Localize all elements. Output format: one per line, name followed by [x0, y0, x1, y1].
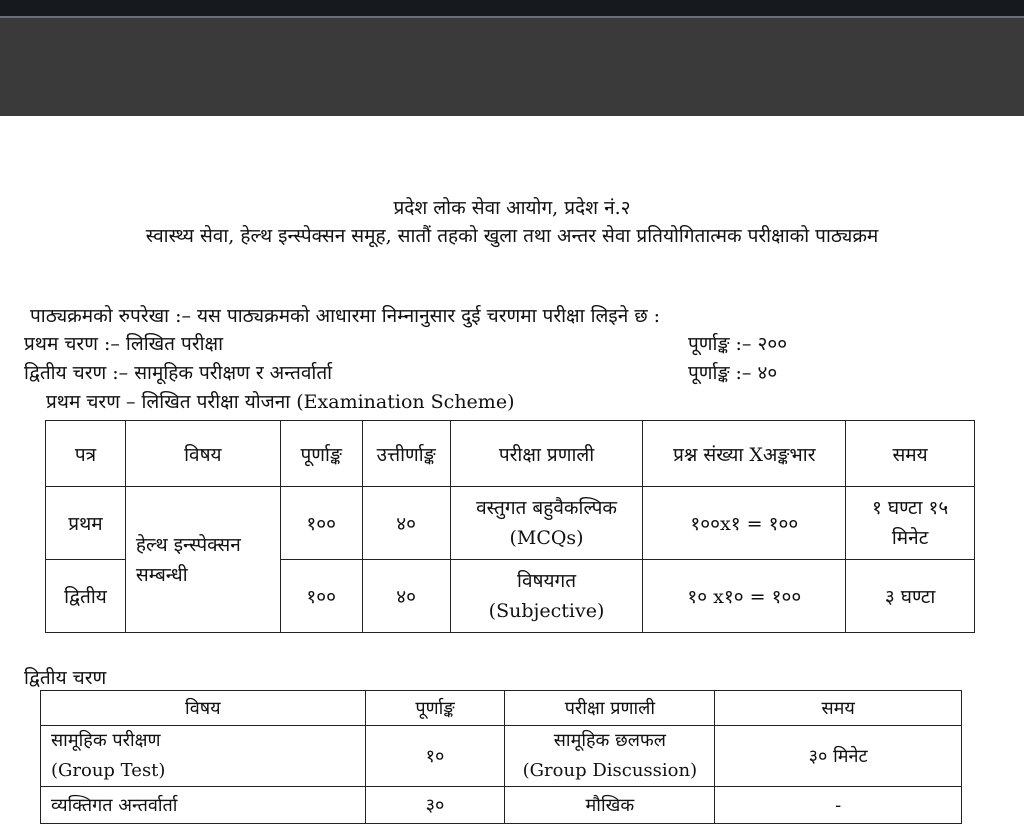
scheme-title: प्रथम चरण – लिखित परीक्षा योजना (Examination Scheme) [46, 391, 515, 413]
time-line: मिनेट [891, 527, 929, 549]
cell-time: - [715, 787, 962, 824]
header-exam-method: परीक्षा प्रणाली [450, 421, 643, 487]
method-line: (MCQs) [509, 527, 584, 549]
cell-full-marks: ३० [365, 787, 505, 824]
table-row [41, 787, 962, 824]
header-subject: विषय [125, 421, 280, 487]
subject-line: सम्बन्धी [135, 563, 188, 586]
header-paper: पत्र [46, 421, 126, 487]
stage1-marks: पूर्णाङ्क :– २०० [688, 333, 788, 355]
header-time: समय [846, 421, 975, 487]
top-bar [0, 0, 1024, 16]
document-page [0, 116, 1024, 832]
header-time: समय [715, 691, 962, 726]
cell-question-weight: १००x१ = १०० [643, 487, 846, 560]
method-line: (Group Discussion) [522, 760, 698, 781]
cell-paper: द्वितीय [46, 560, 126, 633]
cell-full-marks: १०० [280, 487, 362, 560]
cell-paper: प्रथम [46, 487, 126, 560]
table-row [46, 487, 975, 560]
header-subject: विषय [41, 691, 366, 726]
method-line: वस्तुगत बहुवैकल्पिक [476, 497, 617, 519]
exam-scheme-table [45, 420, 975, 633]
method-line: (Subjective) [488, 600, 605, 622]
cell-time: ३ घण्टा [846, 560, 975, 633]
stage2-label: द्वितीय चरण :– सामूहिक परीक्षण र अन्तर्वार्ता [24, 362, 333, 384]
subject-line: सामूहिक परीक्षण [51, 730, 161, 751]
outline-intro: पाठ्यक्रमको रुपरेखा :– यस पाठ्यक्रमको आधारमा निम्नानुसार दुई चरणमा परीक्षा लिइने छ : [30, 305, 661, 327]
cell-time [846, 487, 975, 560]
cell-exam-method: मौखिक [505, 787, 715, 824]
cell-full-marks: १०० [280, 560, 362, 633]
header-exam-method: परीक्षा प्रणाली [505, 691, 715, 726]
cell-time: ३० मिनेट [715, 726, 962, 787]
cell-subject [41, 726, 366, 787]
subject-line: हेल्थ इन्स्पेक्सन [135, 533, 241, 556]
time-line: १ घण्टा १५ [871, 497, 949, 519]
header-full-marks: पूर्णाङ्क [280, 421, 362, 487]
viewer-toolbar-area [0, 18, 1024, 116]
header-full-marks: पूर्णाङ्क [365, 691, 505, 726]
header-question-weight: प्रश्न संख्या Xअङ्कभार [643, 421, 846, 487]
cell-exam-method [450, 487, 643, 560]
stage2-title: द्वितीय चरण [24, 667, 107, 689]
doc-title-syllabus: स्वास्थ्य सेवा, हेल्थ इन्स्पेक्सन समूह, सातौं तहको खुला तथा अन्तर सेवा प्रतियोगितात्मक परीक्षाको पाठ्यक्रम [145, 225, 879, 247]
cell-exam-method [450, 560, 643, 633]
cell-full-marks: १० [365, 726, 505, 787]
subject-line: (Group Test) [51, 760, 166, 781]
cell-subject [125, 487, 280, 633]
doc-title-commission: प्रदेश लोक सेवा आयोग, प्रदेश नं.२ [393, 197, 631, 219]
stage2-marks: पूर्णाङ्क :– ४० [688, 362, 778, 384]
header-pass-marks: उत्तीर्णाङ्क [362, 421, 450, 487]
cell-question-weight: १० x१० = १०० [643, 560, 846, 633]
table-header-row [41, 691, 962, 726]
method-line: विषयगत [517, 570, 577, 592]
cell-pass-marks: ४० [362, 487, 450, 560]
stage1-label: प्रथम चरण :– लिखित परीक्षा [24, 333, 224, 355]
cell-subject: व्यक्तिगत अन्तर्वार्ता [41, 787, 366, 824]
cell-exam-method [505, 726, 715, 787]
table-row [41, 726, 962, 787]
stage2-table [40, 690, 962, 824]
method-line: सामूहिक छलफल [553, 730, 666, 751]
table-header-row [46, 421, 975, 487]
cell-pass-marks: ४० [362, 560, 450, 633]
